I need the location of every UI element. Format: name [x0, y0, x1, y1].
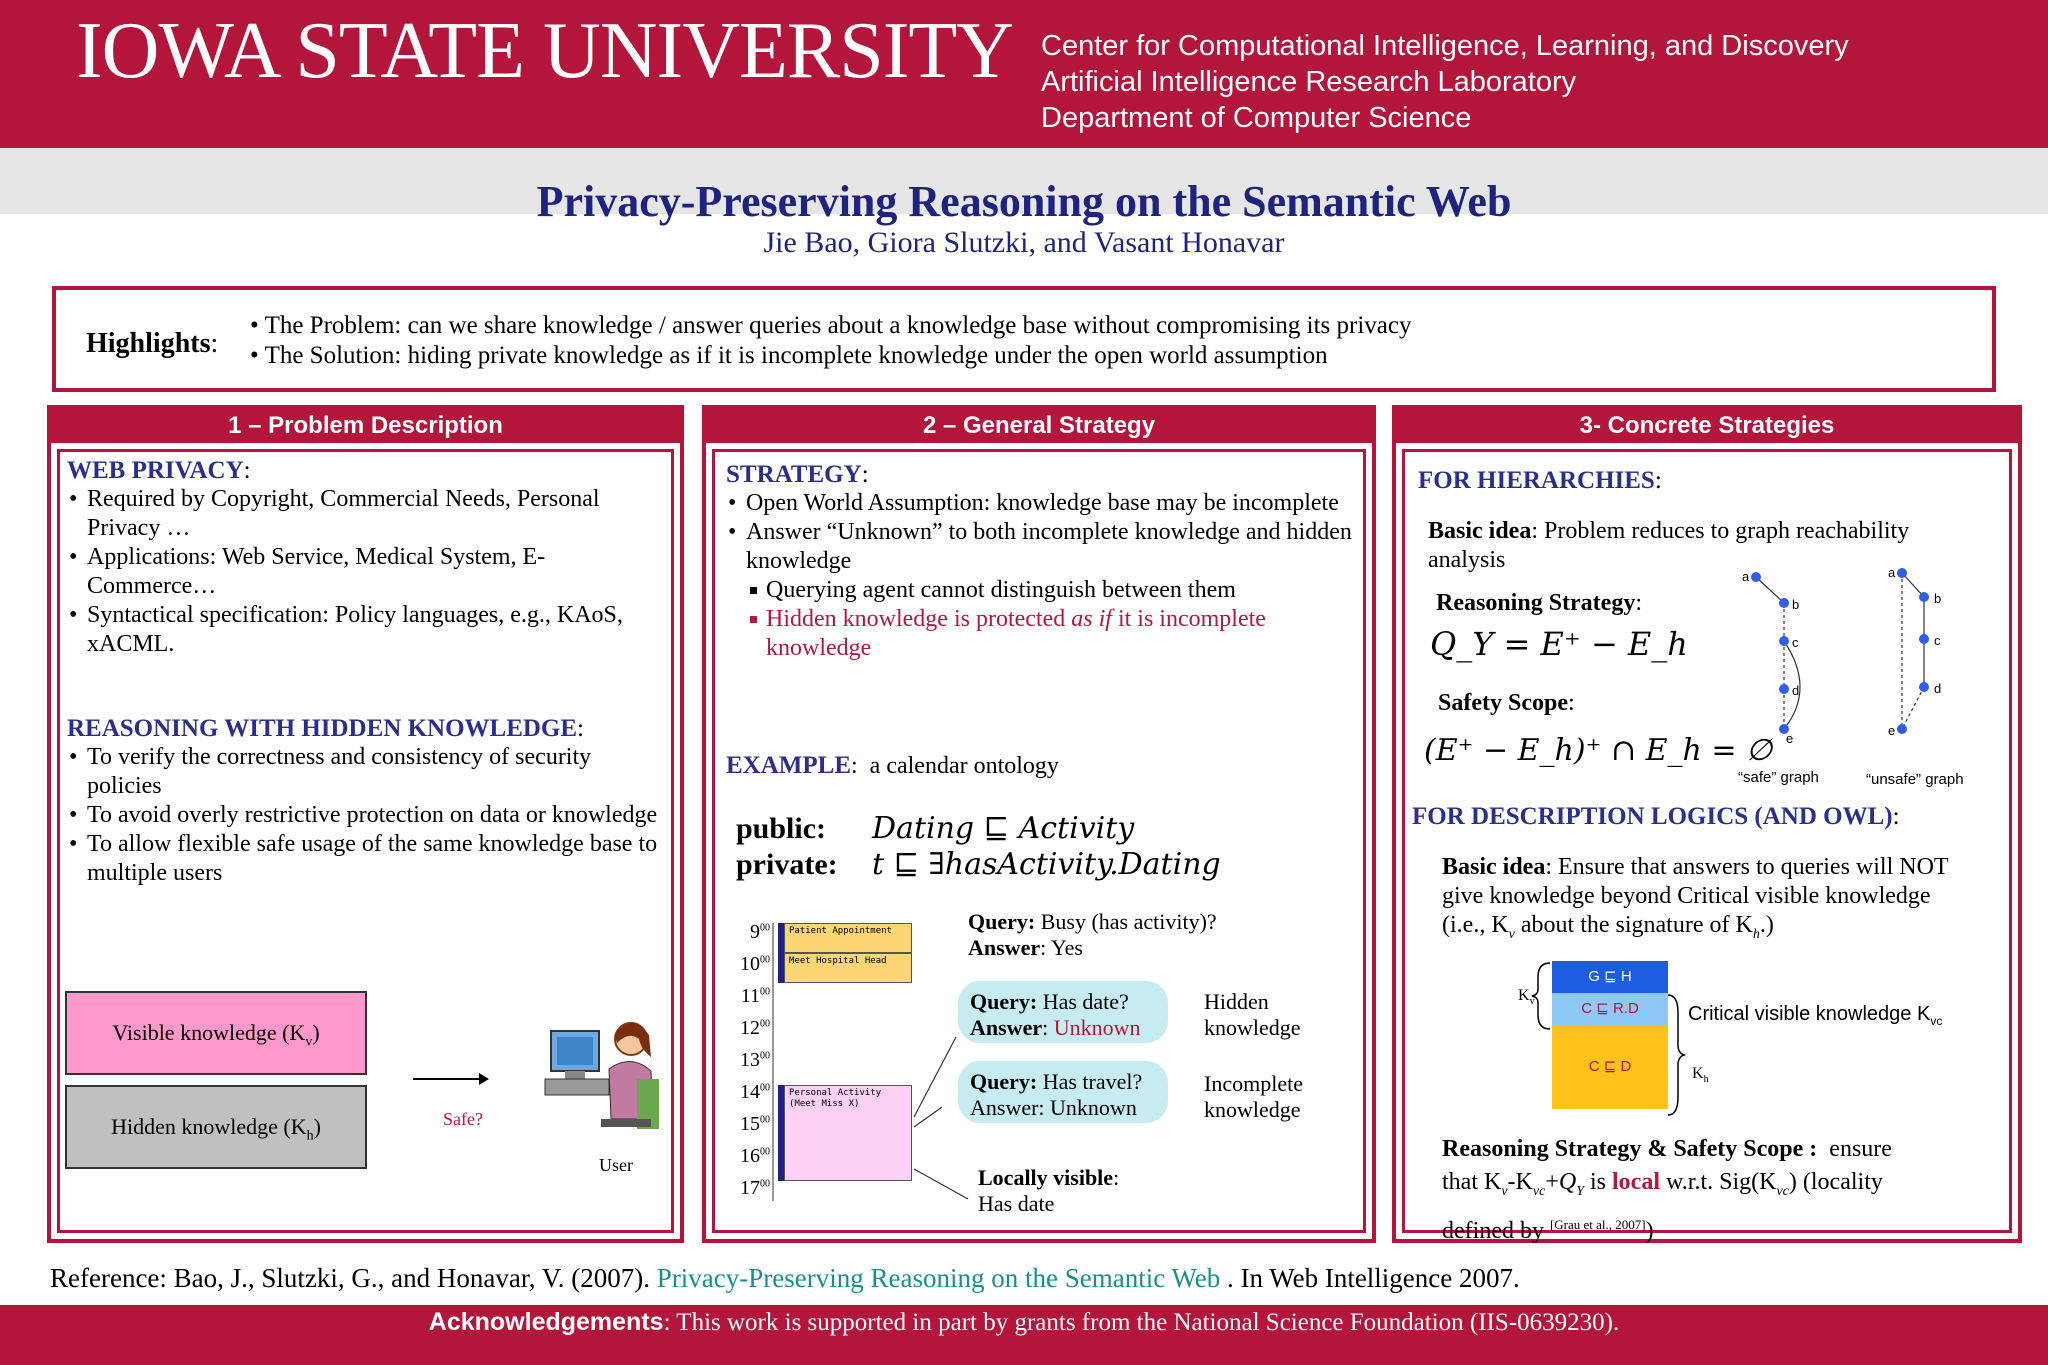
reachability-graphs: [1726, 559, 2016, 749]
center-line: Artificial Intelligence Research Laboratory: [1041, 66, 1577, 98]
calendar-event[interactable]: Patient Appointment: [784, 923, 912, 953]
panel-heading: 1 – Problem Description: [51, 409, 680, 443]
hidden-knowledge-box: Hidden knowledge $(K_h)$: [65, 1085, 367, 1169]
panel-heading: 2 – General Strategy: [706, 409, 1372, 443]
safe-graph-caption: “safe” graph: [1738, 769, 1819, 786]
list-item: • Required by Copyright, Commercial Needs, Personal Privacy …: [67, 485, 667, 543]
kh-brace: [1666, 993, 1686, 1117]
calendar-hour: $12^{00}$: [740, 1017, 770, 1039]
calendar-hour: $16^{00}$: [740, 1145, 770, 1167]
list-item: • Applications: Web Service, Medical System, E-Commerce…: [67, 543, 667, 601]
panel-problem-description: [47, 405, 684, 1243]
center-line: Department of Computer Science: [1041, 102, 1472, 134]
sub-list-item: Querying agent cannot distinguish between them: [748, 576, 1356, 605]
hierarchy-basic-idea: Basic idea: Problem reduces to graph reachability analysis: [1428, 518, 1910, 573]
user-label: User: [599, 1155, 633, 1175]
arrow-icon: [411, 1069, 491, 1089]
list-item: • To avoid overly restrictive protection on data or knowledge: [67, 801, 667, 830]
node-label: e: [1888, 723, 1896, 738]
calendar-hour: $17^{00}$: [740, 1177, 770, 1199]
poster-authors: Jie Bao, Giora Slutzki, and Vasant Honavar: [763, 226, 1285, 259]
panel-heading: 3- Concrete Strategies: [1396, 409, 2018, 443]
poster-title: Privacy-Preserving Reasoning on the Semantic Web: [536, 177, 1512, 226]
user-computer-icon: [541, 1009, 661, 1139]
calendar-event[interactable]: Meet Hospital Head: [784, 953, 912, 983]
node-label: d: [1934, 681, 1942, 696]
sub-list-item-red: Hidden knowledge is protected as if it is incomplete knowledge: [748, 605, 1356, 663]
calendar-hour: $11^{00}$: [740, 985, 770, 1007]
private-axiom: private: t ⊑ ∃hasActivity.Dating: [736, 847, 1221, 882]
node-label: b: [1792, 597, 1800, 612]
calendar-hour: $9^{00}$: [750, 921, 770, 943]
highlights-label: Highlights:: [86, 328, 219, 359]
node-label: b: [1934, 591, 1942, 606]
example-line: EXAMPLE: a calendar ontology: [726, 752, 1059, 779]
unsafe-graph-caption: “unsafe” graph: [1866, 771, 1964, 788]
knowledge-stack: [1552, 961, 1668, 1113]
critical-label: Critical visible knowledge $K_{vc}$: [1688, 1003, 1943, 1028]
reasoning-strategy-formula: Q_Y = E⁺ − E_h: [1430, 625, 1688, 663]
calendar-event-private[interactable]: Personal Activity (Meet Miss X): [784, 1085, 912, 1181]
safety-scope-formula: (E⁺ − E_h)⁺ ∩ E_h = ∅: [1424, 733, 1773, 768]
list-item: • To verify the correctness and consistency of security policies: [67, 743, 667, 801]
stack-layer-cd: C ⊑ D: [1552, 1025, 1668, 1109]
safe-label: Safe?: [443, 1109, 483, 1129]
section-title: STRATEGY:: [726, 461, 869, 488]
stack-layer-gh: G ⊑ H: [1552, 961, 1668, 993]
safety-scope-label: Safety Scope:: [1438, 690, 1575, 716]
node-label: c: [1934, 633, 1941, 648]
stack-layer-cr: C ⊑ R.D: [1552, 993, 1668, 1025]
incomplete-knowledge-note: Incomplete knowledge: [1204, 1071, 1303, 1122]
public-axiom: public: Dating ⊑ Activity: [736, 811, 1135, 846]
reasoning-strategy-label: Reasoning Strategy:: [1436, 590, 1642, 616]
list-item: • Syntactical specification: Policy languages, e.g., KAoS, xACML.: [67, 601, 667, 659]
highlights-box: [52, 286, 1996, 392]
section-title: WEB PRIVACY:: [67, 457, 251, 484]
dl-basic-idea: Basic idea: Ensure that answers to queries will NOT give knowledge beyond Critical visible knowledge (i.e., $K_v$ about the signature of $K_h$.): [1442, 854, 1949, 942]
panel-concrete-strategies: [1392, 405, 2022, 1243]
query-bubble-travel: Query: Has travel? Answer: Unknown: [958, 1061, 1168, 1123]
university-logo: IOWA STATE UNIVERSITY: [76, 7, 1013, 95]
calendar-hour: $15^{00}$: [740, 1113, 770, 1135]
node-label: c: [1792, 635, 1799, 650]
section-title: FOR DESCRIPTION LOGICS (AND OWL):: [1412, 803, 1900, 830]
reference-line: Reference: Bao, J., Slutzki, G., and Honavar, V. (2007). Privacy-Preserving Reasoning on the Semantic Web . In Web Intelligence 2007.: [50, 1263, 1520, 1293]
center-line: Center for Computational Intelligence, Learning, and Discovery: [1041, 30, 1849, 62]
calendar-hour: $13^{00}$: [740, 1049, 770, 1071]
query-busy: Query: Busy (has activity)? Answer: Yes: [968, 909, 1217, 960]
kh-label: $K_h$: [1692, 1065, 1709, 1086]
query-bubble-date: Query: Has date? Answer: Unknown: [958, 981, 1168, 1043]
node-label: a: [1888, 565, 1896, 580]
acknowledgements-bar: Acknowledgements: This work is supported in part by grants from the National Science Foundation (IIS-0639230).: [0, 1305, 2048, 1365]
list-item: • Answer “Unknown” to both incomplete knowledge and hidden knowledge: [726, 518, 1356, 576]
section-title: FOR HIERARCHIES:: [1418, 467, 1662, 494]
web-privacy-section: [67, 457, 667, 659]
section-title: REASONING WITH HIDDEN KNOWLEDGE:: [67, 715, 584, 742]
node-label: a: [1742, 569, 1750, 584]
kv-label: $K_v$: [1518, 987, 1535, 1008]
list-item: • Open World Assumption: knowledge base may be incomplete: [726, 489, 1356, 518]
safe-graph-nodes: [1751, 572, 1789, 734]
reasoning-safety-scope: Reasoning Strategy & Safety Scope : ensure that $K_v-K_{vc}+Q_Y$ is local w.r.t. $Sig(K_{vc})$ (locality defined by [Grau et al., 2007]): [1442, 1136, 1892, 1244]
node-label: d: [1792, 683, 1800, 698]
locally-visible-note: Locally visible: Has date: [978, 1165, 1120, 1216]
visible-knowledge-box: Visible knowledge $(K_v)$: [65, 991, 367, 1075]
calendar-hour: $14^{00}$: [740, 1081, 770, 1103]
panel-general-strategy: [702, 405, 1376, 1243]
reasoning-section: [67, 715, 667, 888]
calendar-hour: $10^{00}$: [740, 953, 770, 975]
list-item: • To allow flexible safe usage of the same knowledge base to multiple users: [67, 830, 667, 888]
reference-link[interactable]: Privacy-Preserving Reasoning on the Semantic Web: [656, 1263, 1221, 1293]
node-label: e: [1786, 731, 1794, 746]
center-info: [1041, 28, 1849, 136]
highlight-item: • The Problem: can we share knowledge / answer queries about a knowledge base without compromising its privacy: [250, 312, 1412, 339]
highlight-item: • The Solution: hiding private knowledge as if it is incomplete knowledge under the open world assumption: [250, 342, 1328, 369]
hidden-knowledge-note: Hidden knowledge: [1204, 989, 1301, 1040]
